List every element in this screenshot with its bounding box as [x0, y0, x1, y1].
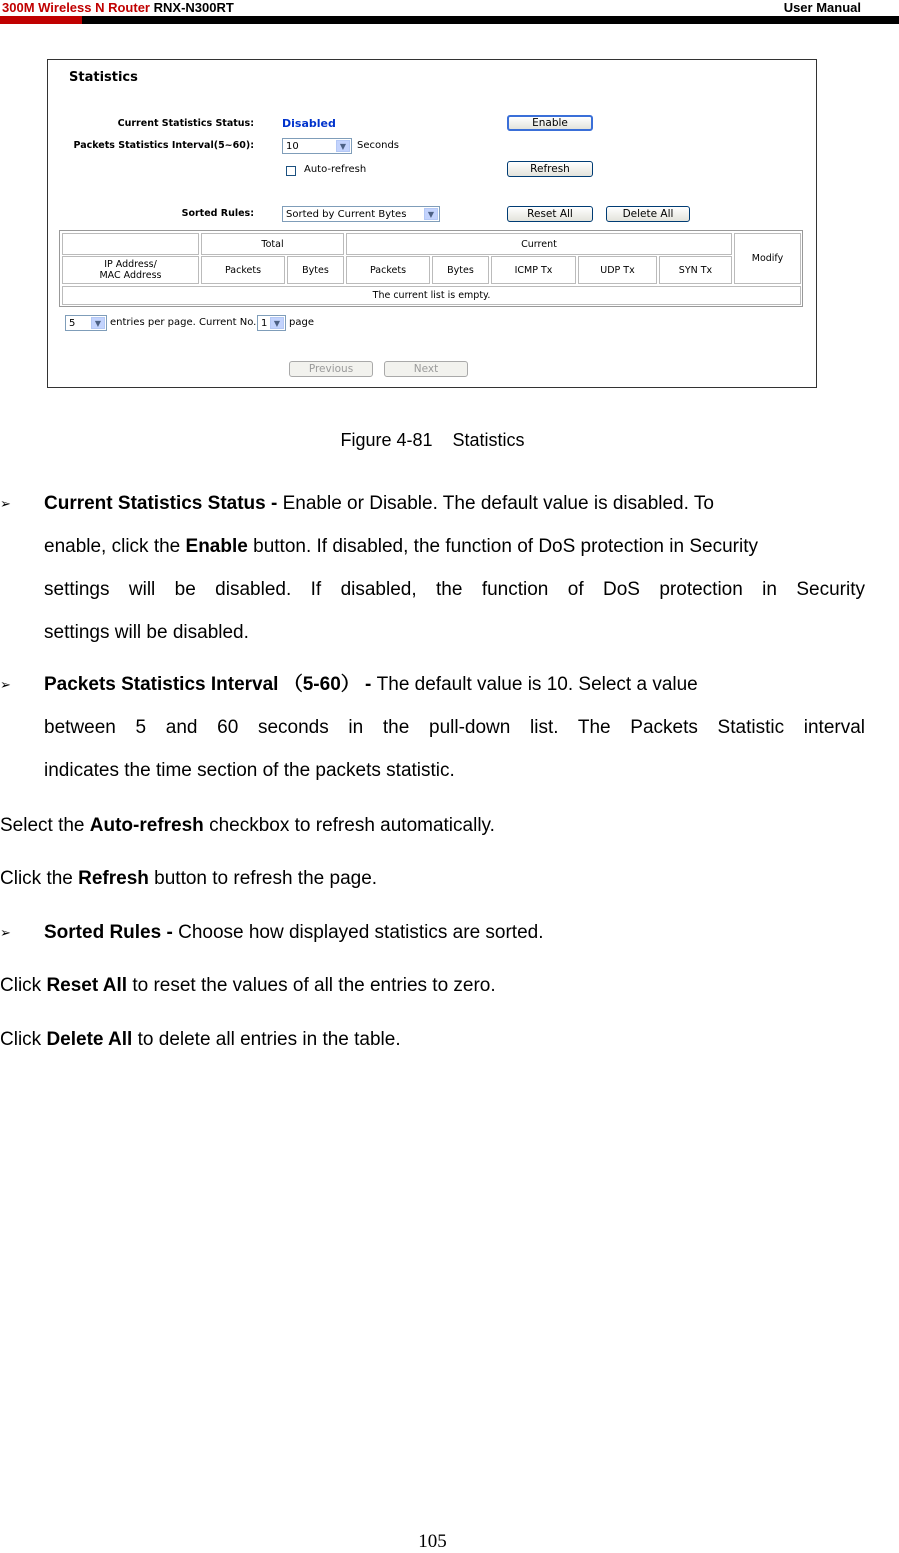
- interval-unit: Seconds: [357, 140, 400, 151]
- interval-label: Packets Statistics Interval(5~60):: [73, 140, 254, 151]
- current-no-label: Current No.: [199, 317, 257, 328]
- bold-run: Reset All: [46, 975, 128, 996]
- table-col-ip-mac: [62, 256, 199, 284]
- sorted-rules-value: Sorted by Current Bytes: [286, 209, 407, 220]
- interval-value: 10: [286, 141, 299, 152]
- text-run: button to refresh the page.: [148, 868, 378, 889]
- table-col-current-packets: Packets: [346, 256, 430, 284]
- status-value: Disabled: [282, 117, 336, 130]
- text-run: The default value is 10. Select a value: [371, 674, 698, 695]
- text-run: Enable or Disable. The default value is disabled. To: [277, 493, 714, 514]
- interval-select[interactable]: [282, 138, 352, 154]
- auto-refresh-checkbox[interactable]: [286, 166, 296, 176]
- sorted-rules-label: Sorted Rules:: [181, 208, 254, 219]
- entries-per-page-label: entries per page.: [110, 317, 196, 328]
- chevron-down-icon: ▼: [91, 317, 105, 329]
- previous-button[interactable]: Previous: [289, 361, 373, 377]
- header-rule: [0, 16, 899, 24]
- reset-all-button[interactable]: Reset All: [507, 206, 593, 222]
- bullet-current-status-line1: [44, 482, 865, 525]
- term-interval: Packets Statistics Interval （5-60） -: [44, 674, 372, 695]
- page-label: page: [289, 317, 314, 328]
- bullet-icon: ➢: [0, 925, 11, 940]
- delete-all-button[interactable]: Delete All: [606, 206, 690, 222]
- table-col-syn-tx: SYN Tx: [659, 256, 732, 284]
- bullet-icon: ➢: [0, 677, 11, 692]
- bold-run: Auto-refresh: [89, 815, 204, 836]
- table-header-blank: [62, 233, 199, 255]
- table-col-icmp-tx: ICMP Tx: [491, 256, 576, 284]
- current-page-select[interactable]: [257, 315, 286, 331]
- table-group-total: Total: [201, 233, 344, 255]
- enable-button[interactable]: Enable: [507, 115, 593, 131]
- table-col-modify: Modify: [734, 233, 801, 284]
- text-run: to delete all entries in the table.: [132, 1029, 401, 1050]
- table-group-current: Current: [346, 233, 732, 255]
- entries-per-page-select[interactable]: [65, 315, 107, 331]
- chevron-down-icon: ▼: [424, 208, 438, 220]
- chevron-down-icon: ▼: [270, 317, 284, 329]
- table-col-ip: IP Address/: [104, 259, 157, 270]
- term-sorted-rules: Sorted Rules -: [44, 922, 173, 943]
- bullet-current-status-line3: settings will be disabled. If disabled, the function of DoS protection in Security: [44, 579, 865, 600]
- status-label: Current Statistics Status:: [117, 118, 254, 129]
- table-col-mac: MAC Address: [99, 270, 162, 281]
- para-reset-all: [0, 964, 865, 1007]
- term-current-status: Current Statistics Status -: [44, 493, 278, 514]
- bold-run: Enable: [185, 536, 248, 557]
- header-model: RNX-N300RT: [153, 0, 234, 15]
- table-col-total-bytes: Bytes: [287, 256, 344, 284]
- header-product: 300M Wireless N Router: [2, 0, 150, 15]
- bold-run: Refresh: [78, 868, 149, 889]
- text-run: to reset the values of all the entries to zero.: [127, 975, 496, 996]
- table-col-total-packets: Packets: [201, 256, 285, 284]
- bullet-interval-line1: [44, 663, 865, 706]
- bullet-sorted-rules: [44, 911, 865, 954]
- table-col-current-bytes: Bytes: [432, 256, 489, 284]
- text-run: button. If disabled, the function of DoS protection in Security: [247, 536, 758, 557]
- refresh-button[interactable]: Refresh: [507, 161, 593, 177]
- text-run: Choose how displayed statistics are sorted.: [172, 922, 544, 943]
- chevron-down-icon: ▼: [336, 140, 350, 152]
- auto-refresh-label: Auto-refresh: [304, 164, 367, 175]
- bullet-current-status-line4: settings will be disabled.: [44, 622, 249, 643]
- statistics-figure: [47, 59, 817, 388]
- text-run: Select the: [0, 815, 90, 836]
- bullet-icon: ➢: [0, 496, 11, 511]
- header-rule-accent: [0, 16, 82, 24]
- text-run: Click: [0, 1029, 47, 1050]
- panel-title: Statistics: [69, 70, 138, 85]
- header-manual: User Manual: [783, 0, 861, 15]
- figure-caption: Figure 4-81 Statistics: [340, 430, 525, 450]
- para-refresh: [0, 857, 865, 900]
- current-page-value: 1: [261, 318, 268, 329]
- para-auto-refresh: [0, 804, 865, 847]
- bullet-interval-line3: indicates the time section of the packets statistic.: [44, 760, 455, 781]
- bullet-interval-line2: between 5 and 60 seconds in the pull-down list. The Packets Statistic interval: [44, 717, 865, 738]
- text-run: Click the: [0, 868, 79, 889]
- sorted-rules-select[interactable]: [282, 206, 440, 222]
- text-run: Click: [0, 975, 47, 996]
- next-button[interactable]: Next: [384, 361, 468, 377]
- page-number: 105: [418, 1531, 447, 1552]
- text-run: checkbox to refresh automatically.: [203, 815, 495, 836]
- para-delete-all: [0, 1018, 865, 1061]
- statistics-table: [59, 230, 803, 307]
- header-title: [2, 0, 234, 15]
- table-col-udp-tx: UDP Tx: [578, 256, 657, 284]
- entries-per-page-value: 5: [69, 318, 76, 329]
- table-empty-message: The current list is empty.: [62, 286, 801, 305]
- bullet-current-status-line2: [44, 525, 865, 568]
- bold-run: Delete All: [46, 1029, 133, 1050]
- text-run: enable, click the: [44, 536, 186, 557]
